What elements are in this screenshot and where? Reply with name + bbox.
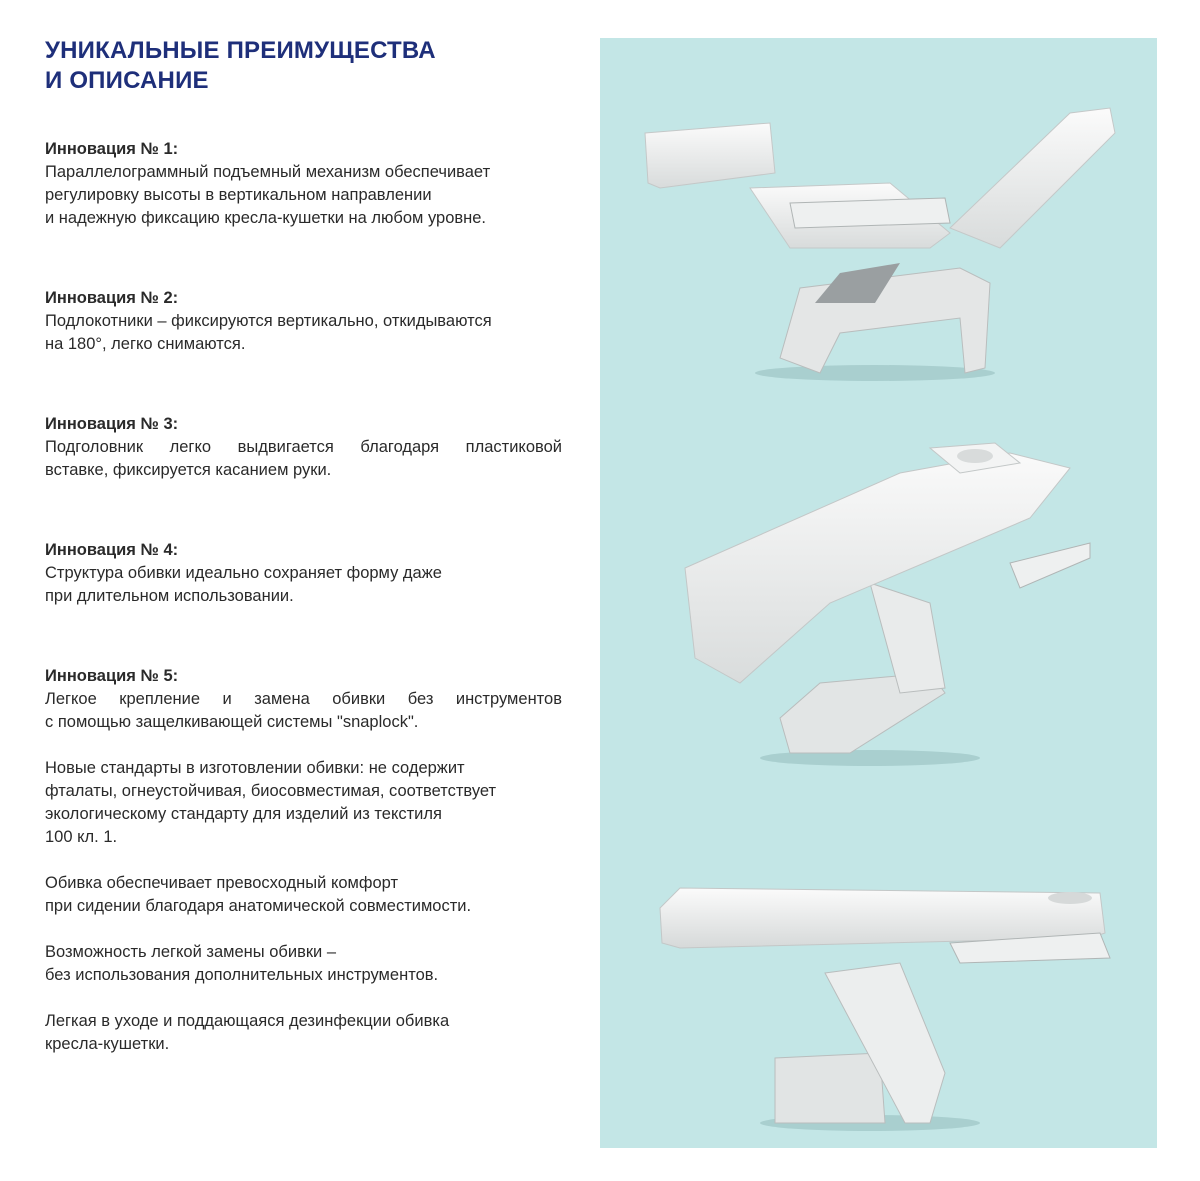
- innovation-3-line: Подголовник легко выдвигается благодаря пластиковой: [45, 438, 562, 456]
- replacement-paragraph: [45, 941, 562, 987]
- innovation-2-line: на 180°, легко снимаются.: [45, 335, 246, 353]
- innovation-1: [45, 138, 562, 230]
- comfort-paragraph: [45, 872, 562, 918]
- innovation-3-heading: Инновация № 3:: [45, 415, 179, 433]
- description-column: [45, 138, 562, 1079]
- care-paragraph: [45, 1010, 562, 1056]
- innovation-4: [45, 539, 562, 608]
- innovation-4-heading: Инновация № 4:: [45, 541, 179, 559]
- innovation-4-line: при длительном использовании.: [45, 587, 294, 605]
- innovation-3: [45, 413, 562, 482]
- chair-armrest: [790, 198, 950, 228]
- paragraph-line: экологическому стандарту для изделий из текстиля: [45, 805, 442, 823]
- innovation-5-line: с помощью защелкивающей системы "snaplock".: [45, 713, 419, 731]
- innovation-5: [45, 665, 562, 734]
- chair-armrest: [1010, 543, 1090, 588]
- chair-column: [870, 583, 945, 693]
- innovation-1-line: регулировку высоты в вертикальном направлении: [45, 186, 432, 204]
- chair-leg-rest: [645, 123, 775, 188]
- innovation-3-text: [45, 436, 562, 482]
- innovation-1-heading: Инновация № 1:: [45, 140, 179, 158]
- chair-flat-elevated-image: [600, 833, 1157, 1143]
- innovation-1-line: Параллелограммный подъемный механизм обеспечивает: [45, 163, 491, 181]
- paragraph-line: Легкая в уходе и поддающаяся дезинфекции обивка: [45, 1012, 450, 1030]
- innovation-2-heading: Инновация № 2:: [45, 289, 179, 307]
- paragraph-line: при сидении благодаря анатомической совместимости.: [45, 897, 472, 915]
- innovation-5-line: Легкое крепление и замена обивки без инструментов: [45, 690, 562, 708]
- innovation-2: [45, 287, 562, 356]
- chair-base: [775, 1053, 885, 1123]
- paragraph-line: Обивка обеспечивает превосходный комфорт: [45, 874, 399, 892]
- chair-shadow: [755, 365, 995, 381]
- innovation-2-text: [45, 310, 562, 356]
- innovation-3-line: вставке, фиксируется касанием руки.: [45, 461, 332, 479]
- paragraph-line: 100 кл. 1.: [45, 828, 118, 846]
- innovation-5-text: [45, 688, 562, 734]
- paragraph-line: Возможность легкой замены обивки –: [45, 943, 337, 961]
- paragraph-line: фталаты, огнеустойчивая, биосовместимая, соответствует: [45, 782, 497, 800]
- chair-reclined-image: [600, 88, 1157, 388]
- face-hole: [957, 449, 993, 463]
- face-hole: [1048, 892, 1092, 904]
- paragraph-line: кресла-кушетки.: [45, 1035, 170, 1053]
- product-image-panel: [600, 38, 1157, 1148]
- page-title-line-1: УНИКАЛЬНЫЕ ПРЕИМУЩЕСТВА: [45, 37, 436, 64]
- chair-flat-side-image: [600, 433, 1157, 773]
- innovation-1-text: [45, 161, 562, 230]
- innovation-4-line: Структура обивки идеально сохраняет форму даже: [45, 564, 442, 582]
- page-title: [45, 36, 436, 96]
- innovation-1-line: и надежную фиксацию кресла-кушетки на любом уровне.: [45, 209, 487, 227]
- innovation-2-line: Подлокотники – фиксируются вертикально, откидываются: [45, 312, 492, 330]
- paragraph-line: без использования дополнительных инструментов.: [45, 966, 439, 984]
- innovation-4-text: [45, 562, 562, 608]
- upholstery-standards-paragraph: [45, 757, 562, 849]
- page-title-line-2: И ОПИСАНИЕ: [45, 67, 209, 94]
- paragraph-line: Новые стандарты в изготовлении обивки: не содержит: [45, 759, 465, 777]
- chair-backrest: [950, 108, 1115, 248]
- innovation-5-heading: Инновация № 5:: [45, 667, 179, 685]
